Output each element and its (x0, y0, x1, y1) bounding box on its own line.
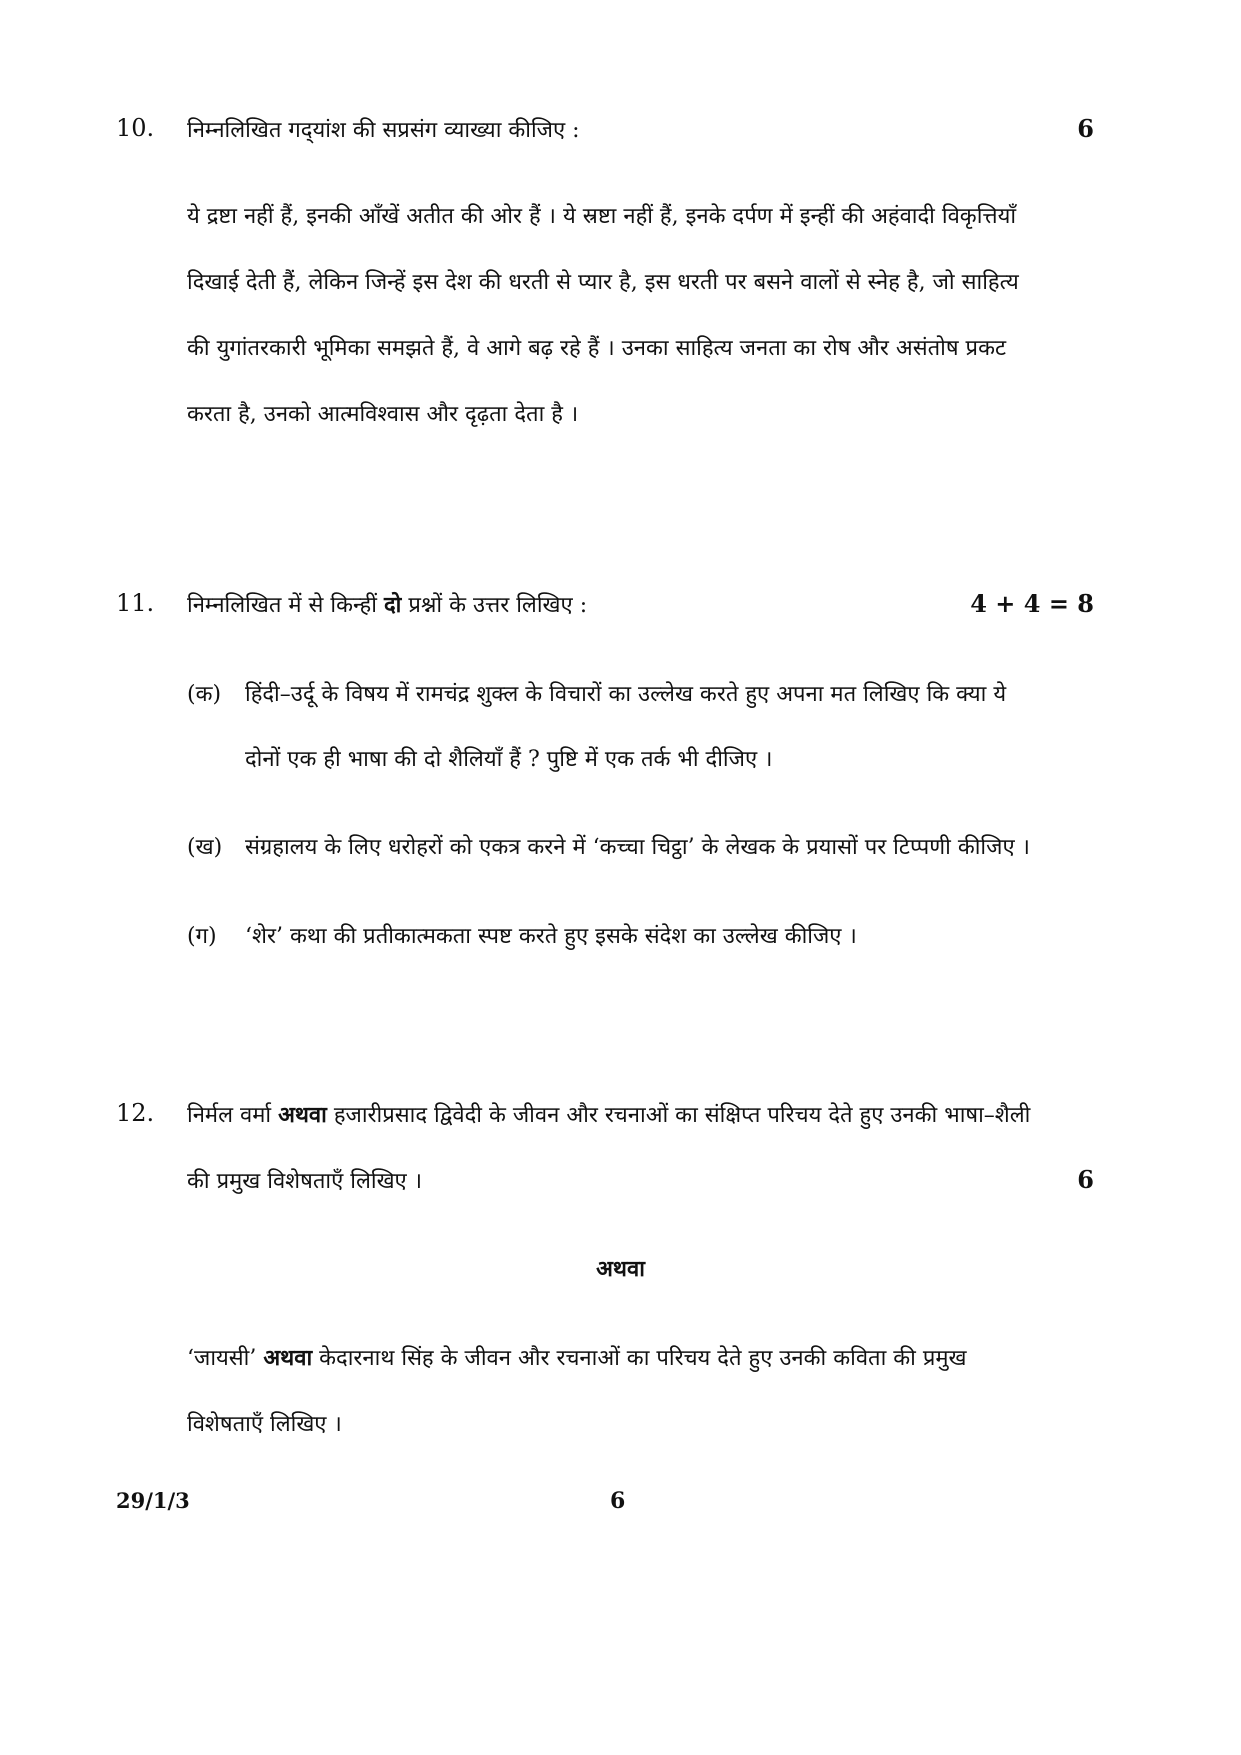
question-11-part-ga-line-1: ‘शेर’ कथा की प्रतीकात्मकता स्पष्ट करते हुए इसके संदेश का उल्लेख कीजिए । (245, 924, 857, 949)
question-10-marks: 6 (1077, 114, 1094, 143)
question-12-alt-line-2: विशेषताएँ लिखिए । (187, 1412, 342, 1437)
question-12-or-emphasis: अथवा (278, 1102, 327, 1128)
question-12-alt-line-1-end: केदारनाथ सिंह के जीवन और रचनाओं का परिचय देते हुए उनकी कविता की प्रमुख (312, 1346, 967, 1371)
question-12-alt-line-1-start: ‘जायसी’ (187, 1346, 264, 1371)
question-12-alt-or-emphasis: अथवा (263, 1345, 313, 1371)
page-number: 6 (610, 1488, 626, 1514)
passage-line: दिखाई देती हैं, लेकिन जिन्हें इस देश की धरती से प्यार है, इस धरती पर बसने वालों से स्नेह है, जो साहित्य (187, 270, 1019, 295)
question-11-number: 11. (116, 589, 155, 617)
question-12-line-1-end: हजारीप्रसाद द्विवेदी के जीवन और रचनाओं का संक्षिप्त परिचय देते हुए उनकी भाषा–शैली (326, 1103, 1031, 1128)
question-11-prompt-start: निम्नलिखित में से किन्हीं (187, 593, 384, 618)
question-11-part-ka-line-1: हिंदी–उर्दू के विषय में रामचंद्र शुक्ल के विचारों का उल्लेख करते हुए अपना मत लिखिए कि क्या ये (245, 682, 1007, 707)
question-12-line-1 (187, 1099, 1030, 1129)
question-12-alt-line-1 (187, 1342, 967, 1372)
question-11-part-kha-label: (ख) (187, 835, 223, 860)
question-11-part-ka-label: (क) (187, 682, 222, 707)
question-12-line-1-start: निर्मल वर्मा (187, 1103, 279, 1128)
passage-line: करता है, उनको आत्मविश्वास और दृढ़ता देता है । (187, 402, 579, 427)
paper-code: 29/1/3 (116, 1488, 190, 1513)
question-12-number: 12. (116, 1099, 155, 1127)
question-11-prompt-emphasis: दो (383, 592, 402, 618)
question-12-line-2: की प्रमुख विशेषताएँ लिखिए । (187, 1169, 423, 1194)
or-heading: अथवा (596, 1256, 645, 1282)
question-11-part-ka-line-2: दोनों एक ही भाषा की दो शैलियाँ हैं ? पुष्टि में एक तर्क भी दीजिए । (245, 747, 773, 772)
question-10-number: 10. (116, 114, 155, 142)
question-10-prompt: निम्नलिखित गद्‌यांश की सप्रसंग व्याख्या कीजिए : (187, 118, 580, 143)
question-12-marks: 6 (1077, 1165, 1094, 1194)
passage-line: ये द्रष्टा नहीं हैं, इनकी आँखें अतीत की ओर हैं । ये स्रष्टा नहीं हैं, इनके दर्पण में इन्हीं की अहंवादी विकृत्तियाँ (187, 204, 1017, 229)
question-10-passage (187, 184, 1082, 448)
passage-line: की युगांतरकारी भूमिका समझते हैं, वे आगे बढ़ रहे हैं । उनका साहित्य जनता का रोष और असंतोष प्रकट (187, 336, 1007, 361)
question-11-marks: 4 + 4 = 8 (970, 589, 1094, 618)
question-11-prompt-end: प्रश्नों के उत्तर लिखिए : (401, 593, 588, 618)
question-11-part-kha-line-1: संग्रहालय के लिए धरोहरों को एकत्र करने में ‘कच्चा चिट्ठा’ के लेखक के प्रयासों पर टिप्पणी कीजिए । (245, 835, 1030, 860)
question-11-part-ga-label: (ग) (187, 924, 217, 949)
question-11-prompt (187, 589, 587, 619)
